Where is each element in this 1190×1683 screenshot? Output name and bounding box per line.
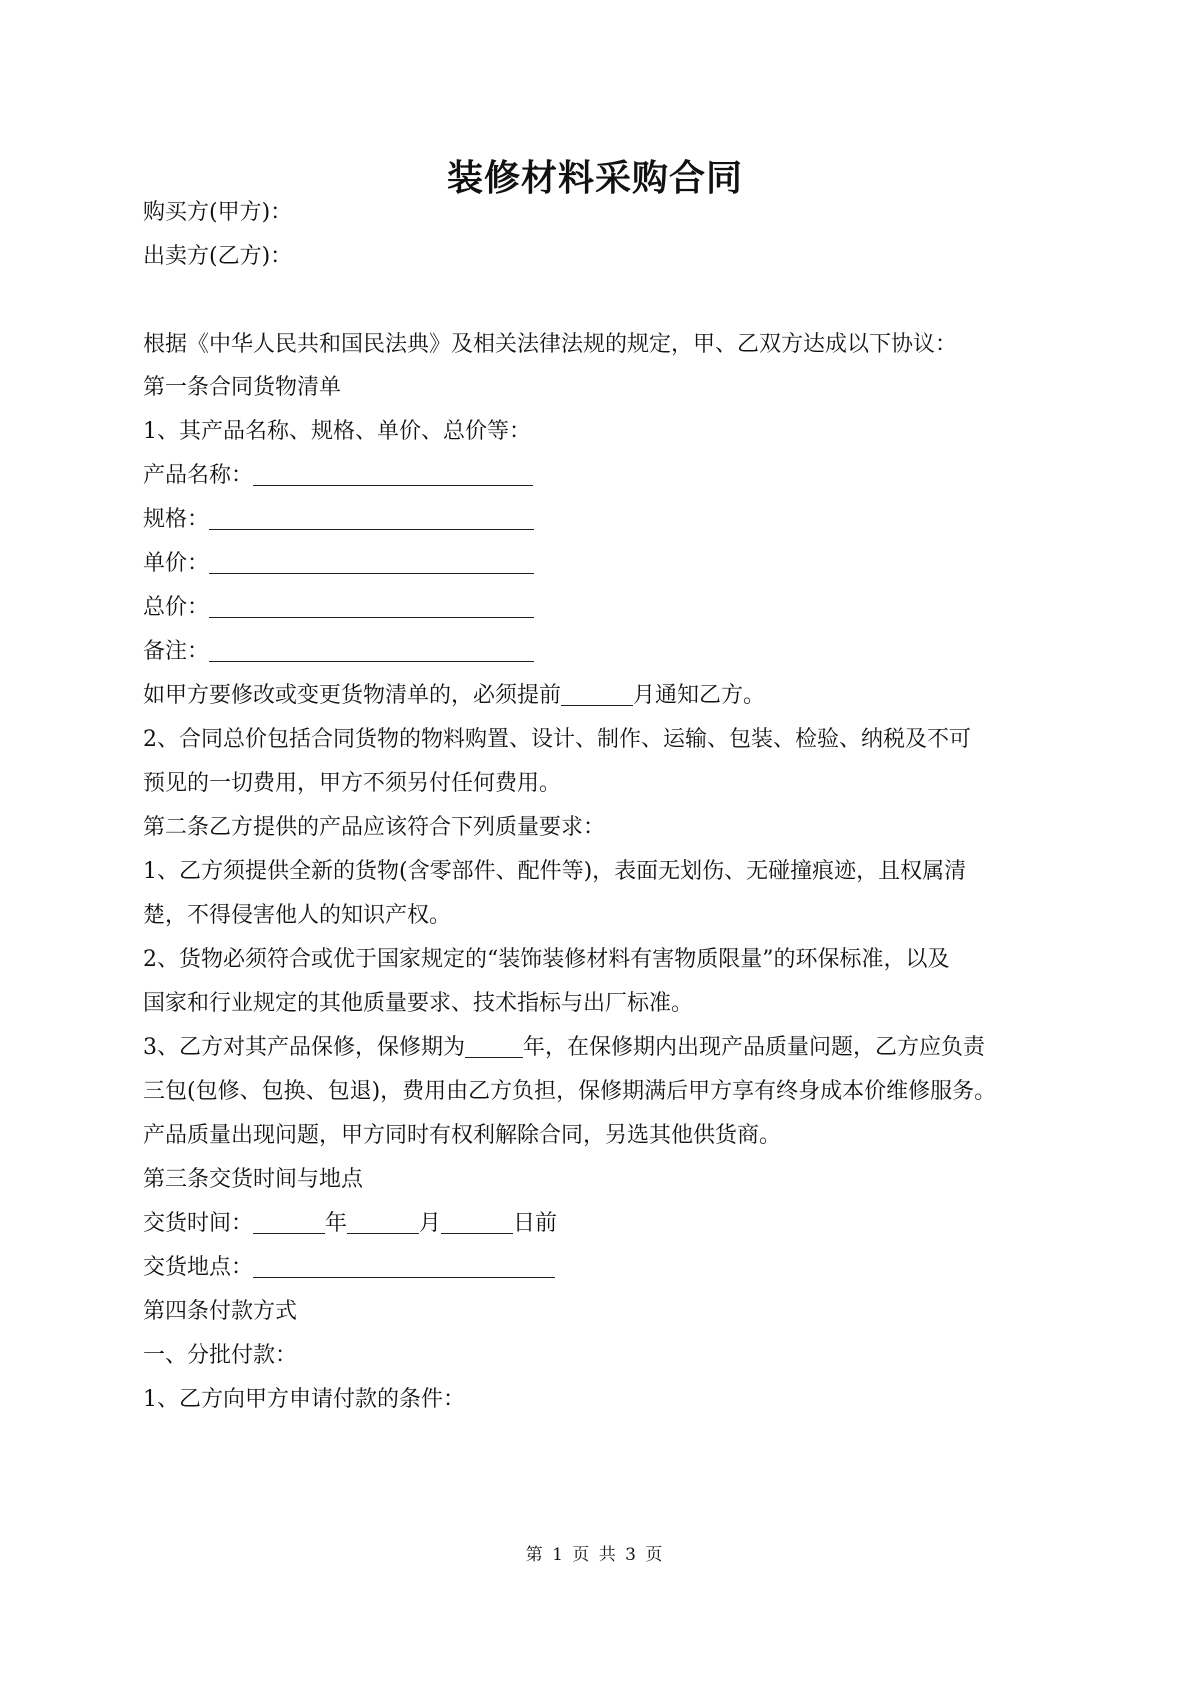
- blank-line[interactable]: [253, 463, 533, 486]
- article-3-heading: 第三条交货时间与地点: [143, 1167, 364, 1192]
- field-remarks: [143, 637, 534, 667]
- field-label: 备注：: [143, 639, 210, 664]
- field-label: 交货时间：: [143, 1211, 254, 1236]
- blank-line[interactable]: [465, 1035, 523, 1058]
- text: 年: [325, 1211, 348, 1236]
- field-spec: [143, 505, 534, 535]
- blank-line[interactable]: [209, 551, 534, 574]
- document-title: 装修材料采购合同: [446, 158, 743, 199]
- article-1-item-2-line-1: 2、合同总价包括合同货物的物料购置、设计、制作、运输、包装、检验、纳税及不可: [143, 727, 971, 752]
- blank-line[interactable]: [441, 1211, 513, 1234]
- text: 如甲方要修改或变更货物清单的，必须提前: [143, 683, 562, 708]
- change-notice: [143, 681, 765, 711]
- field-total-price: [143, 593, 534, 623]
- blank-line[interactable]: [209, 639, 534, 662]
- field-label: 总价：: [143, 595, 210, 620]
- article-2-item-3-line-1: [143, 1033, 985, 1063]
- field-label: 交货地点：: [143, 1255, 254, 1280]
- blank-line[interactable]: [561, 683, 633, 706]
- field-unit-price: [143, 549, 534, 579]
- blank-line[interactable]: [209, 507, 534, 530]
- article-2-item-2-line-1: 2、货物必须符合或优于国家规定的“装饰装修材料有害物质限量”的环保标准，以及: [143, 947, 950, 972]
- text: 年，在保修期内出现产品质量问题，乙方应负责: [523, 1035, 986, 1060]
- text: 月: [419, 1211, 442, 1236]
- article-2-item-1-line-1: 1、乙方须提供全新的货物(含零部件、配件等)，表面无划伤、无碰撞痕迹，且权属清: [143, 859, 967, 884]
- blank-line[interactable]: [253, 1211, 325, 1234]
- blank-line[interactable]: [209, 595, 534, 618]
- blank-line[interactable]: [253, 1255, 555, 1278]
- field-label: 产品名称：: [143, 463, 254, 488]
- preamble: 根据《中华人民共和国民法典》及相关法律法规的规定，甲、乙双方达成以下协议：: [143, 332, 958, 357]
- article-1-item-2-line-2: 预见的一切费用，甲方不须另付任何费用。: [143, 771, 562, 796]
- article-4-item-1: 1、乙方向甲方申请付款的条件：: [143, 1387, 465, 1412]
- buyer-line: 购买方(甲方)：: [143, 200, 293, 225]
- article-2-item-2-line-2: 国家和行业规定的其他质量要求、技术指标与出厂标准。: [143, 991, 694, 1016]
- article-2-item-1-line-2: 楚，不得侵害他人的知识产权。: [143, 903, 452, 928]
- delivery-place: [143, 1253, 555, 1283]
- article-2-item-3-line-2: 三包(包修、包换、包退)，费用由乙方负担，保修期满后甲方享有终身成本价维修服务。: [143, 1079, 997, 1104]
- field-label: 规格：: [143, 507, 210, 532]
- field-product-name: [143, 461, 533, 491]
- article-2-heading: 第二条乙方提供的产品应该符合下列质量要求：: [143, 815, 606, 840]
- text: 月通知乙方。: [633, 683, 766, 708]
- blank-line[interactable]: [347, 1211, 419, 1234]
- seller-line: 出卖方(乙方)：: [143, 244, 293, 269]
- article-2-item-3-line-3: 产品质量出现问题，甲方同时有权利解除合同，另选其他供货商。: [143, 1123, 782, 1148]
- page-number: 第 1 页 共 3 页: [525, 1545, 665, 1565]
- article-1-heading: 第一条合同货物清单: [143, 375, 342, 400]
- article-4-sub-1: 一、分批付款：: [143, 1343, 298, 1368]
- text: 日前: [513, 1211, 558, 1236]
- field-label: 单价：: [143, 551, 210, 576]
- article-4-heading: 第四条付款方式: [143, 1299, 298, 1324]
- delivery-time: [143, 1209, 557, 1239]
- article-1-item-1: 1、其产品名称、规格、单价、总价等：: [143, 419, 531, 444]
- text: 3、乙方对其产品保修，保修期为: [143, 1035, 465, 1060]
